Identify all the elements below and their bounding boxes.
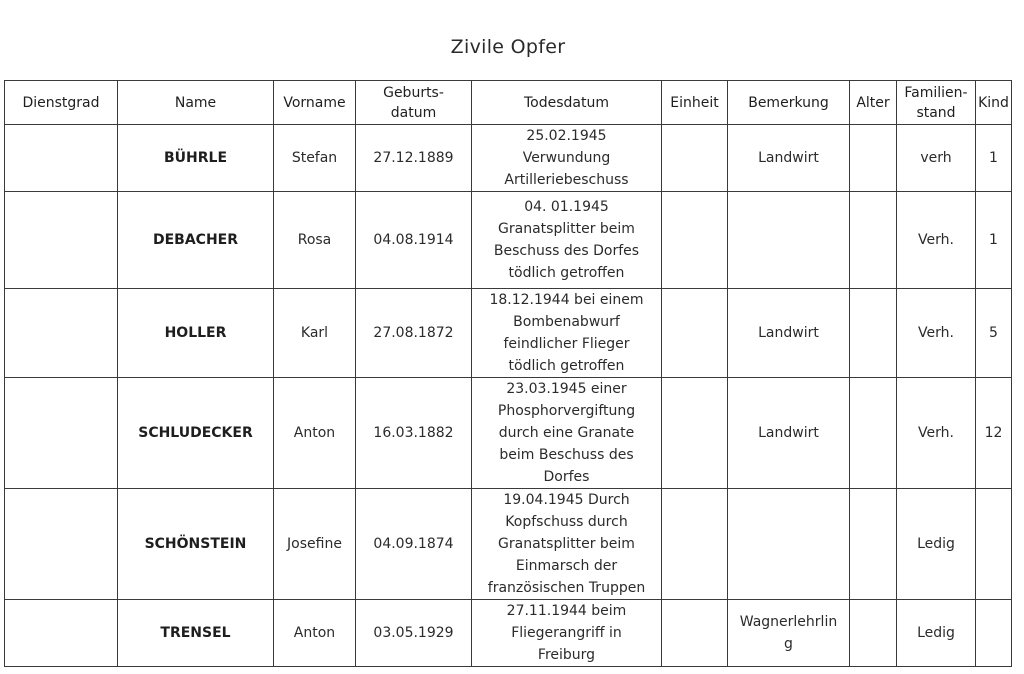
cell-familienstand: Verh. (897, 192, 976, 289)
header-geburtsdatum: Geburts- datum (356, 81, 472, 125)
cell-alter (850, 125, 897, 192)
cell-bemerkung: Landwirt (728, 289, 850, 378)
cell-einheit (662, 600, 728, 667)
cell-kind (976, 489, 1012, 600)
header-vorname: Vorname (274, 81, 356, 125)
cell-name: DEBACHER (118, 192, 274, 289)
cell-einheit (662, 289, 728, 378)
cell-einheit (662, 125, 728, 192)
cell-name: SCHÖNSTEIN (118, 489, 274, 600)
cell-einheit (662, 378, 728, 489)
cell-todesdatum: 18.12.1944 bei einem Bombenabwurf feindlicher Flieger tödlich getroffen (472, 289, 662, 378)
header-einheit: Einheit (662, 81, 728, 125)
cell-dienstgrad (5, 600, 118, 667)
cell-vorname: Karl (274, 289, 356, 378)
cell-kind: 5 (976, 289, 1012, 378)
cell-vorname: Anton (274, 600, 356, 667)
table-row (5, 489, 1012, 600)
table-row (5, 289, 1012, 378)
header-todesdatum: Todesdatum (472, 81, 662, 125)
cell-bemerkung (728, 192, 850, 289)
header-kind: Kind (976, 81, 1012, 125)
cell-todesdatum: 04. 01.1945 Granatsplitter beim Beschuss des Dorfes tödlich getroffen (472, 192, 662, 289)
cell-alter (850, 289, 897, 378)
cell-todesdatum: 19.04.1945 Durch Kopfschuss durch Granatsplitter beim Einmarsch der französischen Truppen (472, 489, 662, 600)
cell-todesdatum: 23.03.1945 einer Phosphorvergiftung durch eine Granate beim Beschuss des Dorfes (472, 378, 662, 489)
cell-dienstgrad (5, 192, 118, 289)
cell-bemerkung: Landwirt (728, 378, 850, 489)
table-row (5, 192, 1012, 289)
cell-einheit (662, 489, 728, 600)
cell-bemerkung (728, 489, 850, 600)
cell-vorname: Josefine (274, 489, 356, 600)
cell-kind: 1 (976, 192, 1012, 289)
cell-alter (850, 378, 897, 489)
cell-alter (850, 192, 897, 289)
cell-dienstgrad (5, 289, 118, 378)
header-alter: Alter (850, 81, 897, 125)
cell-familienstand: Ledig (897, 600, 976, 667)
header-row (5, 81, 1012, 125)
header-name: Name (118, 81, 274, 125)
table-row (5, 378, 1012, 489)
cell-kind: 1 (976, 125, 1012, 192)
cell-dienstgrad (5, 378, 118, 489)
cell-vorname: Anton (274, 378, 356, 489)
cell-kind: 12 (976, 378, 1012, 489)
cell-familienstand: Verh. (897, 378, 976, 489)
cell-bemerkung: Landwirt (728, 125, 850, 192)
cell-kind (976, 600, 1012, 667)
table-row (5, 125, 1012, 192)
cell-geburtsdatum: 16.03.1882 (356, 378, 472, 489)
cell-bemerkung: Wagnerlehrlin g (728, 600, 850, 667)
cell-alter (850, 600, 897, 667)
cell-name: HOLLER (118, 289, 274, 378)
cell-todesdatum: 25.02.1945 Verwundung Artilleriebeschuss (472, 125, 662, 192)
header-bemerkung: Bemerkung (728, 81, 850, 125)
victims-table (4, 80, 1012, 667)
cell-geburtsdatum: 04.09.1874 (356, 489, 472, 600)
cell-todesdatum: 27.11.1944 beim Fliegerangriff in Freiburg (472, 600, 662, 667)
cell-geburtsdatum: 27.12.1889 (356, 125, 472, 192)
header-dienstgrad: Dienstgrad (5, 81, 118, 125)
page-title: Zivile Opfer (450, 36, 566, 58)
cell-name: BÜHRLE (118, 125, 274, 192)
cell-geburtsdatum: 03.05.1929 (356, 600, 472, 667)
cell-dienstgrad (5, 489, 118, 600)
cell-name: TRENSEL (118, 600, 274, 667)
cell-name: SCHLUDECKER (118, 378, 274, 489)
cell-vorname: Stefan (274, 125, 356, 192)
cell-familienstand: verh (897, 125, 976, 192)
cell-alter (850, 489, 897, 600)
cell-dienstgrad (5, 125, 118, 192)
table-row (5, 600, 1012, 667)
header-familienstand: Familien- stand (897, 81, 976, 125)
cell-familienstand: Verh. (897, 289, 976, 378)
cell-vorname: Rosa (274, 192, 356, 289)
cell-geburtsdatum: 27.08.1872 (356, 289, 472, 378)
cell-familienstand: Ledig (897, 489, 976, 600)
cell-einheit (662, 192, 728, 289)
cell-geburtsdatum: 04.08.1914 (356, 192, 472, 289)
